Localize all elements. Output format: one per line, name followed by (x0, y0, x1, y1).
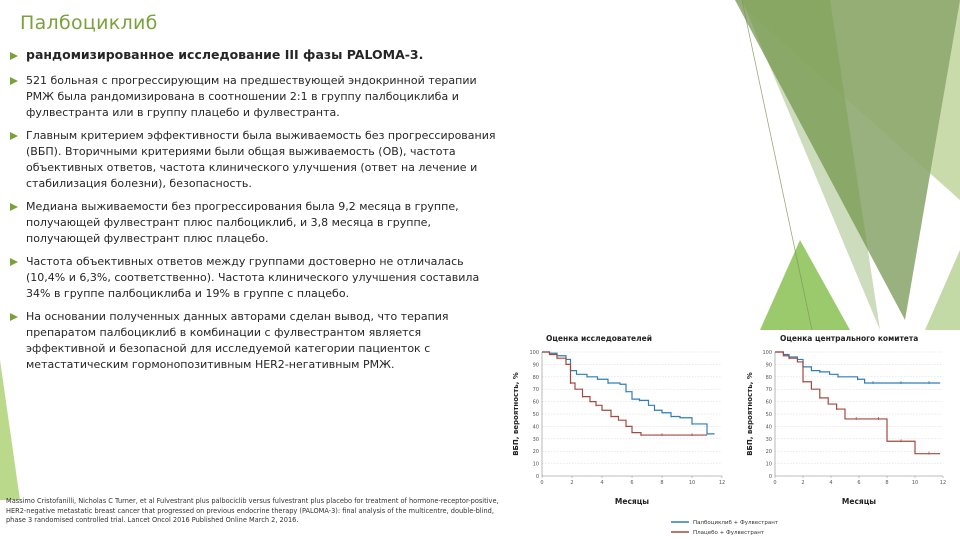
x-tick-label: 6 (857, 480, 861, 486)
x-tick-label: 0 (773, 480, 777, 486)
y-tick-label: 90 (765, 362, 772, 369)
y-tick-label: 60 (532, 399, 539, 406)
y-tick-label: 50 (765, 412, 772, 418)
y-tick-label: 20 (765, 449, 772, 456)
y-tick-label: 10 (765, 461, 772, 468)
x-tick-label: 10 (911, 480, 919, 486)
y-tick-label: 30 (765, 436, 772, 443)
bullet-text: 521 больная с прогрессирующим на предшествующей эндокринной терапии РМЖ была рандомизирована в соотношении 2:1 в группу палбоциклиба и фулвестранта или в группу плацебо и фулвестранта. (26, 74, 477, 119)
x-tick-label: 8 (885, 480, 889, 486)
y-tick-label: 70 (532, 387, 539, 394)
x-tick-label: 6 (630, 480, 634, 486)
y-tick-label: 90 (532, 362, 539, 369)
y-axis-label: ВБП, вероятность, % (746, 372, 754, 456)
legend-label: Палбоциклиб + Фулвестрант (693, 520, 779, 526)
x-tick-label: 2 (801, 480, 805, 486)
bullet-text: Медиана выживаемости без прогрессирования была 9,2 месяца в группе, получающей фулвестрант плюс палбоциклиб, и 3,8 месяца в группе, получающей фулвестрант плюс плацебо. (26, 200, 459, 245)
y-axis-label: ВБП, вероятность, % (512, 372, 520, 456)
bullet-text: На основании полученных данных авторами сделан вывод, что терапия препаратом палбоциклиб в комбинации с фулвестрантом является эффективной и безопасной для исследуемой категории пациенток с метастатическим гормонопозитивным HER2-негативным РМЖ. (26, 310, 449, 371)
y-tick-label: 30 (532, 436, 539, 443)
legend-label: Плацебо + Фулвестрант (693, 530, 765, 536)
y-tick-label: 100 (762, 350, 772, 356)
y-tick-label: 60 (765, 399, 772, 406)
x-tick-label: 2 (570, 480, 574, 486)
y-tick-label: 70 (765, 387, 772, 394)
y-tick-label: 40 (765, 424, 772, 431)
slide-title: Палбоциклиб (20, 12, 158, 34)
y-tick-label: 0 (535, 474, 539, 480)
chart-title: Оценка центрального комитета (780, 334, 919, 343)
x-axis-label: Месяцы (841, 497, 877, 506)
bullet-text: Частота объективных ответов между группами достоверно не отличалась (10,4% и 6,3%, соответственно). Частота клинического улучшения составила 34% в группе палбоциклиба и 19% в группе с плацебо. (26, 255, 480, 300)
y-tick-label: 50 (532, 412, 539, 418)
y-tick-label: 100 (529, 350, 539, 356)
bullet-text: Главным критерием эффективности была выживаемость без прогрессирования (ВБП). Вторичными критериями были общая выживаемость (ОВ), частота объективных ответов, частота клинического улучшения (ответ на лечение и стабилизация болезни), безопасность. (26, 129, 496, 190)
x-axis-label: Месяцы (614, 497, 650, 506)
y-tick-label: 40 (532, 424, 539, 431)
x-tick-label: 4 (829, 480, 833, 486)
x-tick-label: 10 (688, 480, 696, 486)
y-tick-label: 20 (532, 449, 539, 456)
y-tick-label: 80 (765, 374, 772, 381)
y-tick-label: 0 (768, 474, 772, 480)
y-tick-label: 10 (532, 461, 539, 468)
x-tick-label: 12 (718, 480, 726, 486)
series-line-placebo (775, 352, 940, 454)
x-tick-label: 8 (660, 480, 664, 486)
x-tick-label: 12 (939, 480, 947, 486)
x-tick-label: 4 (600, 480, 604, 486)
bullet-text: рандомизированное исследование III фазы PALOMA-3. (26, 47, 424, 62)
chart-title: Оценка исследователей (546, 334, 652, 343)
reference-citation: Massimo Cristofanilli, Nicholas C Turner, et al Fulvestrant plus palbociclib versus fulvestrant plus placebo for treatment of hormone-receptor-positive, HER2-negative metastatic breast cancer that progressed on previous endocrine therapy (PALOMA-3): final analysis of the multicentre, double-blind, phase 3 randomised controlled trial. Lancet Oncol 2016 Published Online March 2, 2016. (6, 497, 499, 524)
x-tick-label: 0 (540, 480, 544, 486)
y-tick-label: 80 (532, 374, 539, 381)
